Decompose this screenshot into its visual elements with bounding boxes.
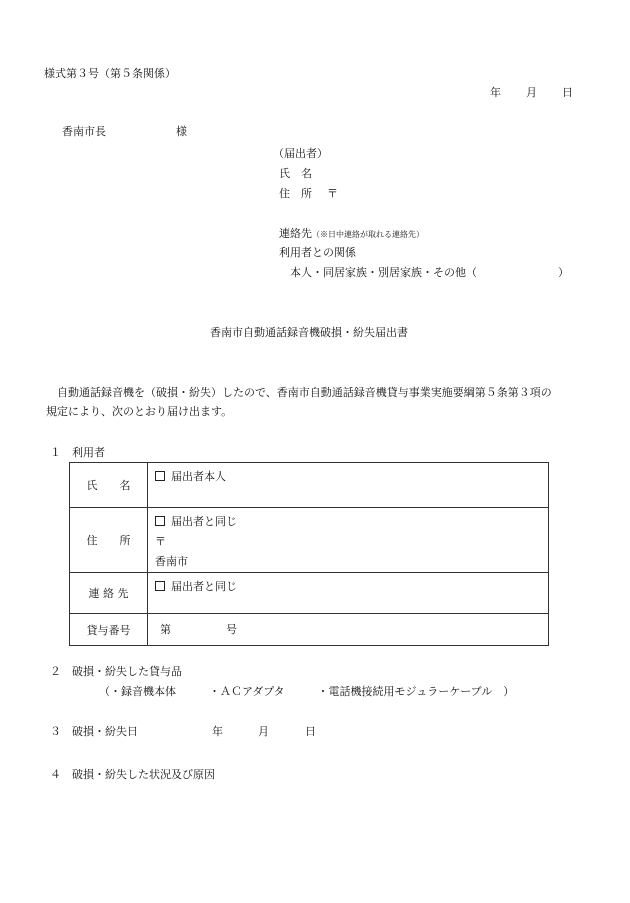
row-value-loan-number: 第 号 [148, 614, 549, 646]
submitter-relation-options: 本人・同居家族・別居家族・その他（ [290, 266, 477, 279]
table-row-address [70, 508, 549, 573]
submitter-name-label: 氏 名 [279, 167, 312, 180]
body-line-2: 規定により、次のとおり届け出ます。 [46, 405, 233, 418]
table-row-loan-number [70, 614, 549, 646]
row-label-contact: 連 絡 先 [70, 573, 148, 614]
submitter-heading: （届出者） [273, 147, 328, 160]
row-label-address: 住 所 [70, 508, 148, 573]
section-3-month: 月 [258, 725, 269, 738]
submitter-contact-note: （※日中連絡が取れる連絡先） [312, 230, 424, 239]
submitter-address-label: 住 所 [279, 187, 312, 200]
checkbox-icon[interactable] [155, 581, 165, 591]
address-same-text: 届出者と同じ [171, 515, 237, 528]
row-value-address [148, 508, 549, 573]
contact-same-option[interactable] [155, 577, 548, 597]
date-day-label: 日 [562, 86, 573, 99]
submitter-relation-label: 利用者との関係 [279, 246, 356, 259]
section-3-year: 年 [212, 725, 223, 738]
name-option[interactable] [155, 467, 548, 487]
checkbox-icon[interactable] [155, 471, 165, 481]
row-label-loan-number: 貸与番号 [70, 614, 148, 646]
date-month-label: 月 [526, 86, 537, 99]
name-option-text: 届出者本人 [171, 470, 226, 483]
table-row-name [70, 463, 549, 508]
submitter-postal-mark: 〒 [327, 187, 338, 200]
date-year-label: 年 [490, 86, 501, 99]
section-1-title: １ 利用者 [50, 446, 105, 459]
address-city: 香南市 [155, 555, 188, 568]
addressee-name: 香南市長 [62, 125, 106, 138]
row-label-name: 氏 名 [70, 463, 148, 508]
section-2-title: ２ 破損・紛失した貸与品 [50, 665, 182, 678]
user-info-table [69, 462, 549, 646]
body-line-1: 自動通話録音機を（破損・紛失）したので、香南市自動通話録音機貸与事業実施要綱第５条第３項の [57, 386, 552, 399]
submitter-contact-label: 連絡先 [279, 227, 312, 240]
checkbox-icon[interactable] [155, 516, 165, 526]
document-title: 香南市自動通話録音機破損・紛失届出書 [210, 326, 408, 339]
row-value-name [148, 463, 549, 508]
section-4-title: ４ 破損・紛失した状況及び原因 [50, 768, 215, 781]
address-same-option[interactable] [155, 512, 548, 532]
table-row-contact [70, 573, 549, 614]
contact-same-text: 届出者と同じ [171, 580, 237, 593]
section-3-day: 日 [305, 725, 316, 738]
section-2-items: （・録音機本体 ・ＡＣアダプタ ・電話機接続用モジュラーケーブル ） [99, 685, 515, 698]
submitter-relation-close: ） [558, 266, 569, 279]
submitter-contact [279, 227, 424, 242]
row-value-contact [148, 573, 549, 614]
address-postal-mark: 〒 [155, 535, 166, 548]
addressee-honorific: 様 [176, 125, 187, 138]
form-number: 様式第３号（第５条関係） [44, 67, 176, 80]
section-3-title: ３ 破損・紛失日 [50, 725, 138, 738]
